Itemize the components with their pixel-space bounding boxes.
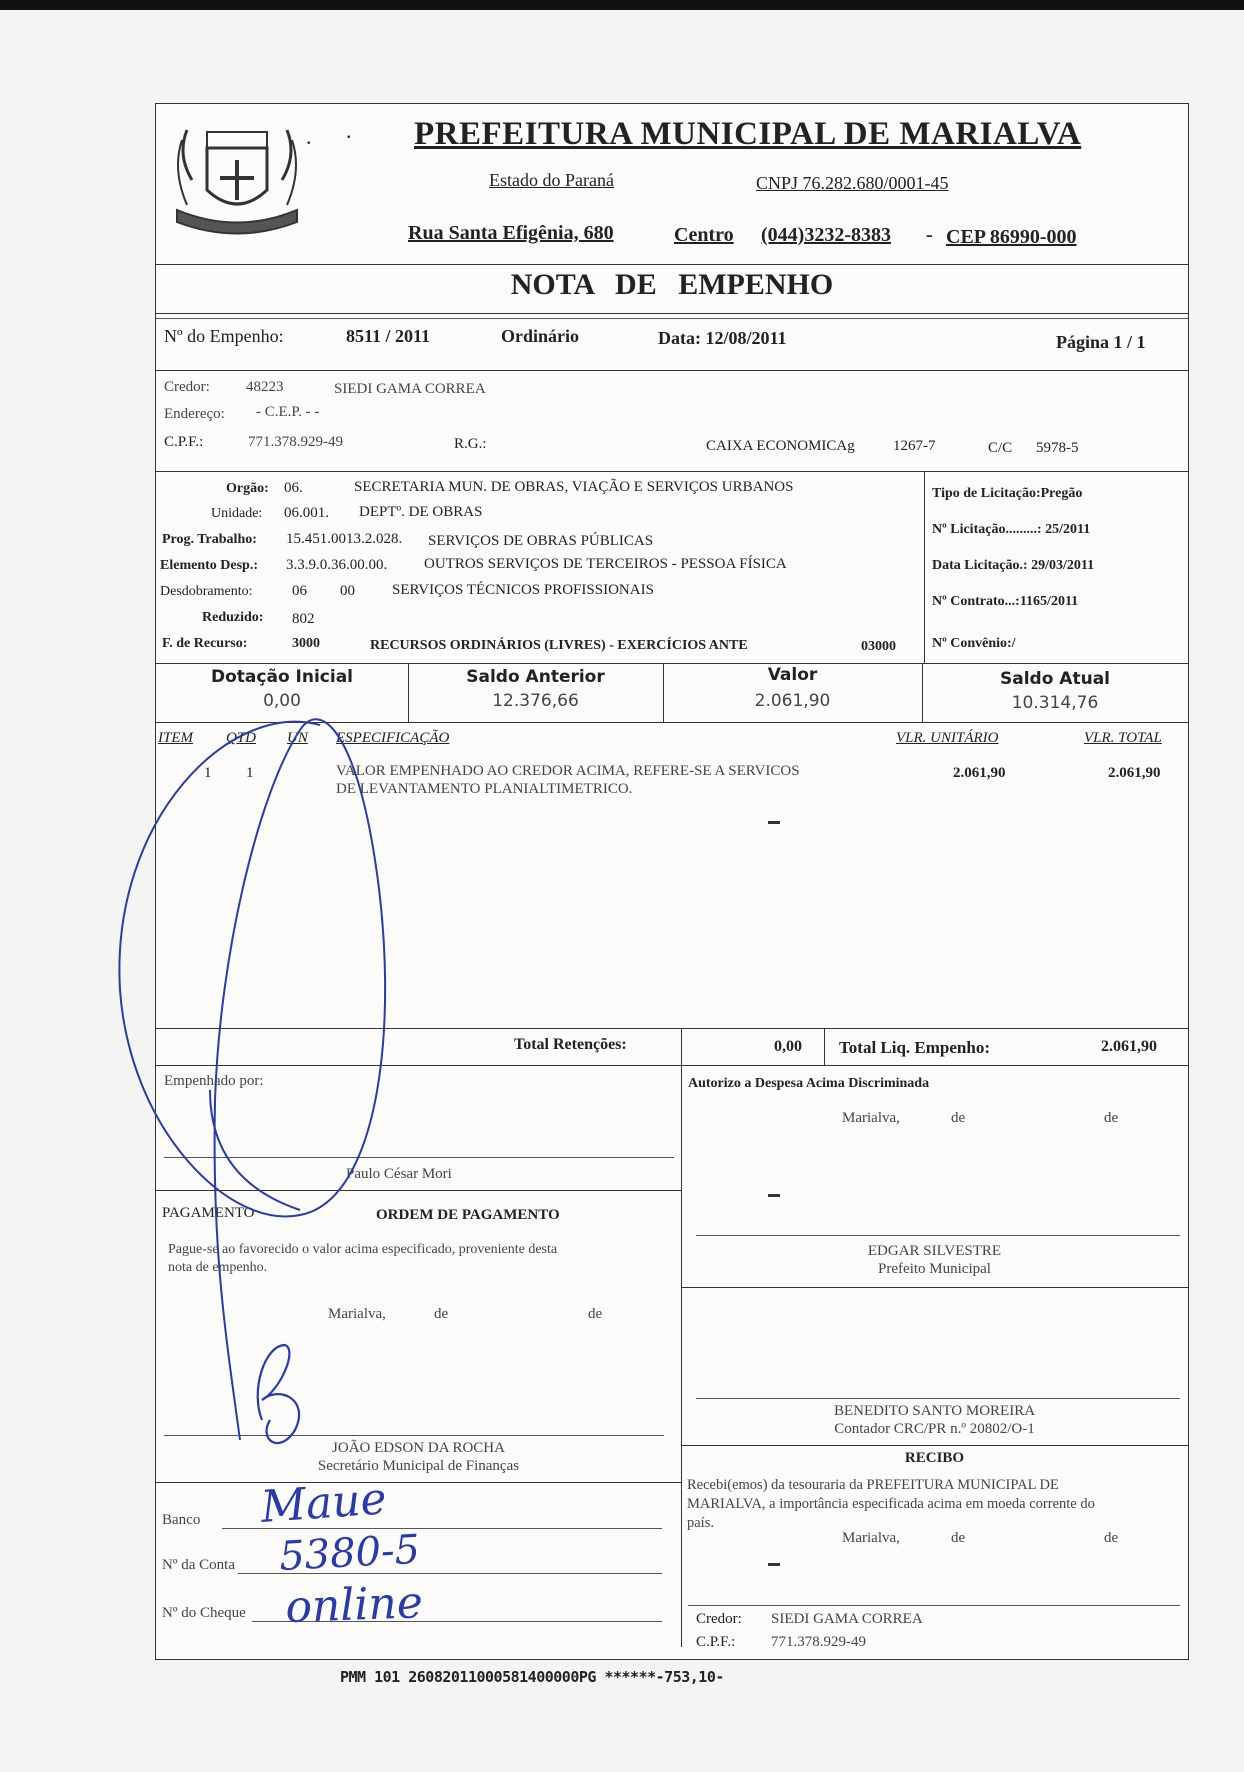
cc-label: C/C (988, 440, 1013, 456)
reduzido-value: 802 (292, 611, 315, 627)
desdobramento-label: Desdobramento: (160, 584, 253, 599)
recibo-de-2: de (1104, 1530, 1119, 1546)
recibo-line-1: Recebi(emos) da tesouraria da PREFEITURA MUNICIPAL DE (687, 1477, 1059, 1493)
unidade-label: Unidade: (211, 506, 263, 521)
pagamento-city: Marialva, (328, 1306, 386, 1322)
prefeitura-title: PREFEITURA MUNICIPAL DE MARIALVA (414, 116, 1082, 152)
street-address: Rua Santa Efigênia, 680 (408, 222, 614, 244)
credor-name: SIEDI GAMA CORREA (334, 381, 486, 397)
recibo-line-3: país. (687, 1515, 714, 1531)
scan-mark-2 (768, 1194, 780, 1197)
banco-label: Banco (162, 1512, 201, 1528)
ordem-pagamento-label: ORDEM DE PAGAMENTO (376, 1207, 560, 1223)
cpf-label: C.P.F.: (164, 434, 204, 450)
prog-trabalho-label: Prog. Trabalho: (162, 532, 257, 547)
recibo-title: RECIBO (904, 1450, 965, 1466)
recibo-cpf-label: C.P.F.: (696, 1634, 736, 1650)
saldo-atual-label: Saldo Atual (1000, 669, 1110, 689)
empenhado-por-label: Empenhado por: (164, 1073, 264, 1089)
empenho-number: 8511 / 2011 (346, 326, 431, 346)
phone-separator: - (926, 224, 933, 246)
unidade-desc: DEPTº. DE OBRAS (359, 504, 483, 520)
cc-value: 5978-5 (1036, 440, 1079, 456)
header-dot: . (306, 124, 312, 149)
handwritten-conta: 5380-5 (278, 1526, 422, 1580)
handwritten-cheque: online (284, 1577, 424, 1633)
dotacao-inicial-label: Dotação Inicial (211, 667, 353, 687)
autorizo-label: Autorizo a Despesa Acima Discriminada (688, 1076, 930, 1091)
saldo-anterior-value: 12.376,66 (492, 691, 579, 711)
document-title: NOTA DE EMPENHO (510, 268, 834, 301)
item-number: 1 (204, 765, 212, 781)
pagamento-signer-role: Secretário Municipal de Finanças (317, 1458, 520, 1474)
empenho-number-label: Nº do Empenho: (164, 326, 284, 346)
pagamento-signer-name: JOÃO EDSON DA ROCHA (332, 1440, 505, 1456)
dotacao-inicial-value: 0,00 (263, 691, 301, 711)
pagamento-text-line-1: Pague-se ao favorecido o valor acima especificado, proveniente desta (168, 1242, 558, 1257)
desdobramento-desc: SERVIÇOS TÉCNICOS PROFISSIONAIS (392, 582, 654, 598)
pagamento-de-2: de (588, 1306, 603, 1322)
pagamento-text-line-2: nota de empenho. (168, 1260, 268, 1275)
col-un-header: UN (287, 730, 308, 746)
desdobramento-code-1: 06 (292, 583, 307, 599)
autorizo-name: EDGAR SILVESTRE (867, 1243, 1002, 1259)
endereco-value: - C.E.P. - - (256, 404, 320, 420)
total-retencoes-value: 0,00 (774, 1038, 802, 1055)
district: Centro (674, 224, 734, 246)
data-licitacao: Data Licitação.: 29/03/2011 (932, 558, 1095, 573)
orgao-code: 06. (284, 480, 303, 496)
orgao-desc: SECRETARIA MUN. DE OBRAS, VIAÇÃO E SERVIÇOS URBANOS (354, 479, 794, 495)
col-item-header: ITEM (158, 730, 193, 746)
state-name: Estado do Paraná (489, 170, 614, 190)
total-liquido-value: 2.061,90 (1101, 1038, 1157, 1055)
orgao-label: Orgão: (226, 481, 269, 496)
item-qtd: 1 (246, 765, 254, 781)
scan-mark (768, 821, 780, 824)
item-spec-line-2: DE LEVANTAMENTO PLANIALTIMETRICO. (336, 781, 633, 797)
prog-trabalho-desc: SERVIÇOS DE OBRAS PÚBLICAS (428, 533, 654, 549)
col-unit-header: VLR. UNITÁRIO (896, 730, 999, 746)
rg-label: R.G.: (454, 436, 487, 452)
elemento-label: Elemento Desp.: (160, 558, 258, 573)
header-dot-2: . (346, 118, 352, 143)
numero-contrato: Nº Contrato...:1165/2011 (932, 594, 1079, 609)
item-unit-value: 2.061,90 (953, 765, 1006, 781)
recurso-code: 3000 (292, 636, 320, 651)
empenho-date: Data: 12/08/2011 (658, 328, 787, 348)
scan-top-edge (0, 0, 1244, 10)
total-liquido-label: Total Liq. Empenho: (839, 1038, 990, 1057)
recurso-desc: RECURSOS ORDINÁRIOS (LIVRES) - EXERCÍCIOS ANTE (370, 638, 748, 653)
conta-label: Nº da Conta (162, 1557, 235, 1573)
cpf-value: 771.378.929-49 (248, 434, 343, 450)
elemento-desc: OUTROS SERVIÇOS DE TERCEIROS - PESSOA FÍSICA (424, 556, 787, 572)
bank-name: CAIXA ECONOMICAg (706, 438, 855, 454)
scan-mark-3 (768, 1563, 780, 1566)
credor-label: Credor: (164, 379, 210, 395)
recibo-credor-value: SIEDI GAMA CORREA (771, 1611, 923, 1627)
col-qtd-header: QTD (226, 730, 257, 746)
recibo-credor-label: Credor: (696, 1611, 742, 1627)
item-spec-line-1: VALOR EMPENHADO AO CREDOR ACIMA, REFERE-SE A SERVICOS (336, 763, 800, 779)
reduzido-label: Reduzido: (202, 610, 264, 625)
credor-code: 48223 (246, 379, 284, 395)
item-total-value: 2.061,90 (1108, 765, 1161, 781)
footer-control-code: PMM 101 26082011000581400000PG ******-753,10- (340, 1668, 724, 1686)
autorizo-de-1: de (951, 1110, 966, 1126)
elemento-code: 3.3.9.0.36.00.00. (286, 557, 388, 573)
empenho-type: Ordinário (501, 326, 580, 346)
empenhado-por-name: Paulo César Mori (346, 1166, 452, 1182)
page-number: Página 1 / 1 (1056, 332, 1146, 352)
recibo-line-2: MARIALVA, a importância especificada acima em moeda corrente do (687, 1496, 1095, 1512)
contador-role: Contador CRC/PR n.º 20802/O-1 (834, 1421, 1035, 1437)
saldo-atual-value: 10.314,76 (1011, 693, 1099, 713)
recibo-cpf-value: 771.378.929-49 (771, 1634, 866, 1650)
endereco-label: Endereço: (164, 406, 225, 422)
numero-convenio: Nº Convênio:/ (932, 636, 1016, 651)
cep: CEP 86990-000 (946, 226, 1077, 248)
pagamento-label: PAGAMENTO (162, 1205, 255, 1221)
handwritten-banco: Maue (259, 1473, 389, 1533)
recibo-city: Marialva, (842, 1530, 900, 1546)
contador-name: BENEDITO SANTO MOREIRA (833, 1403, 1036, 1419)
coat-of-arms-logo (162, 110, 312, 238)
col-total-header: VLR. TOTAL (1084, 730, 1162, 746)
prog-trabalho-code: 15.451.0013.2.028. (286, 531, 403, 547)
recurso-code-2: 03000 (861, 639, 896, 654)
cheque-label: Nº do Cheque (162, 1605, 246, 1621)
autorizo-city: Marialva, (842, 1110, 900, 1126)
saldo-anterior-label: Saldo Anterior (466, 667, 605, 687)
valor-value: 2.061,90 (754, 691, 831, 711)
phone: (044)3232-8383 (761, 224, 891, 246)
recibo-de-1: de (951, 1530, 966, 1546)
tipo-licitacao: Tipo de Licitação:Pregão (932, 486, 1083, 501)
recurso-label: F. de Recurso: (162, 636, 248, 651)
cnpj: CNPJ 76.282.680/0001-45 (756, 173, 949, 193)
valor-label: Valor (767, 665, 818, 685)
autorizo-role: Prefeito Municipal (878, 1261, 991, 1277)
bank-agency: 1267-7 (893, 438, 936, 454)
unidade-code: 06.001. (284, 505, 329, 521)
total-retencoes-label: Total Retenções: (514, 1036, 627, 1053)
nota-de-empenho-form (155, 103, 1189, 1660)
autorizo-de-2: de (1104, 1110, 1119, 1126)
col-spec-header: ESPECIFICAÇÃO (336, 730, 450, 746)
pagamento-de-1: de (434, 1306, 449, 1322)
desdobramento-code-2: 00 (340, 583, 355, 599)
numero-licitacao: Nº Licitação.........: 25/2011 (932, 522, 1091, 537)
